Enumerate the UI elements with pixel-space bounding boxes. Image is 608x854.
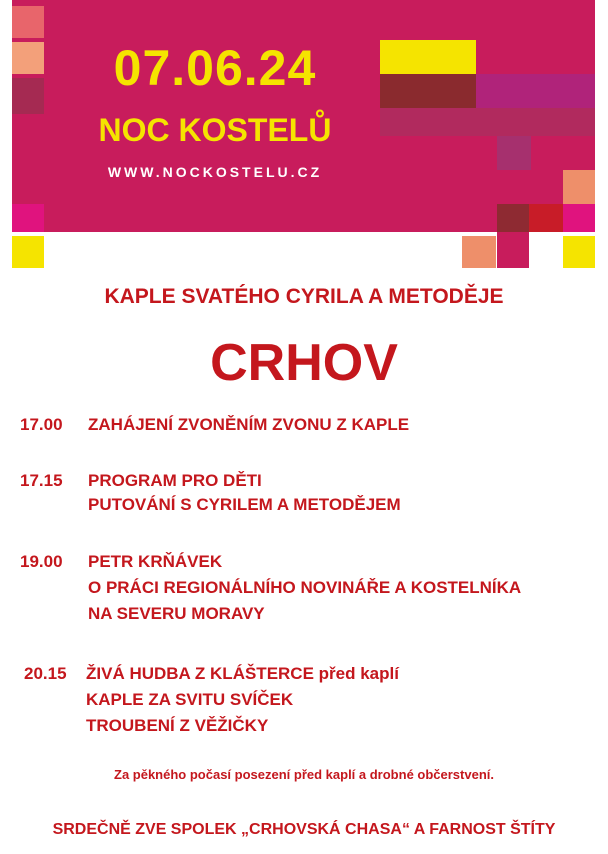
refreshment-note: Za pěkného počasí posezení před kaplí a drobné občerstvení. (114, 767, 494, 782)
mosaic-tile (563, 236, 595, 268)
program-line: PETR KRŇÁVEK (88, 552, 223, 571)
program-line: TROUBENÍ Z VĚŽIČKY (86, 716, 269, 735)
mosaic-tile (497, 232, 529, 268)
program-time: 20.15 (24, 664, 67, 683)
mosaic-tile (462, 236, 496, 268)
mosaic-tile (12, 78, 44, 114)
program-line: ZAHÁJENÍ ZVONĚNÍM ZVONU Z KAPLE (88, 415, 410, 434)
program-line: O PRÁCI REGIONÁLNÍHO NOVINÁŘE A KOSTELNÍKA (88, 578, 522, 597)
venue-subtitle: KAPLE SVATÉHO CYRILA A METODĚJE (104, 285, 504, 308)
mosaic-tile (476, 74, 595, 108)
mosaic-tile (12, 236, 44, 268)
mosaic-tile (380, 40, 476, 74)
invitation-line: SRDEČNĚ ZVE SPOLEK „CRHOVSKÁ CHASA“ A FARNOST ŠTÍTY (52, 821, 556, 838)
program-line: ŽIVÁ HUDBA Z KLÁŠTERCE před kaplí (86, 664, 399, 683)
program-item (20, 550, 600, 630)
program-line: KAPLE ZA SVITU SVÍČEK (86, 690, 294, 709)
mosaic-tile (497, 136, 531, 170)
program-time: 19.00 (20, 552, 63, 571)
program-line: PROGRAM PRO DĚTI (88, 471, 262, 490)
mosaic-tile (12, 204, 44, 232)
mosaic-tile (497, 204, 529, 232)
mosaic-tile (380, 108, 595, 136)
program-time: 17.00 (20, 415, 63, 434)
event-date: 07.06.24 (113, 40, 317, 96)
mosaic-tile (563, 204, 595, 232)
event-title: NOC KOSTELŮ (98, 112, 332, 148)
venue-place: CRHOV (210, 334, 398, 392)
mosaic-tile (563, 170, 595, 204)
mosaic-tile (529, 204, 563, 232)
mosaic-tile (12, 6, 44, 38)
event-banner (0, 0, 608, 272)
program-line: PUTOVÁNÍ S CYRILEM A METODĚJEM (88, 495, 401, 514)
mosaic-tile (380, 74, 476, 108)
program-item (24, 662, 604, 742)
program-item (20, 413, 600, 437)
program-time: 17.15 (20, 471, 63, 490)
mosaic-tile (12, 42, 44, 74)
program-line: NA SEVERU MORAVY (88, 604, 265, 623)
program-item (20, 469, 600, 517)
event-website: WWW.NOCKOSTELU.CZ (107, 164, 323, 180)
